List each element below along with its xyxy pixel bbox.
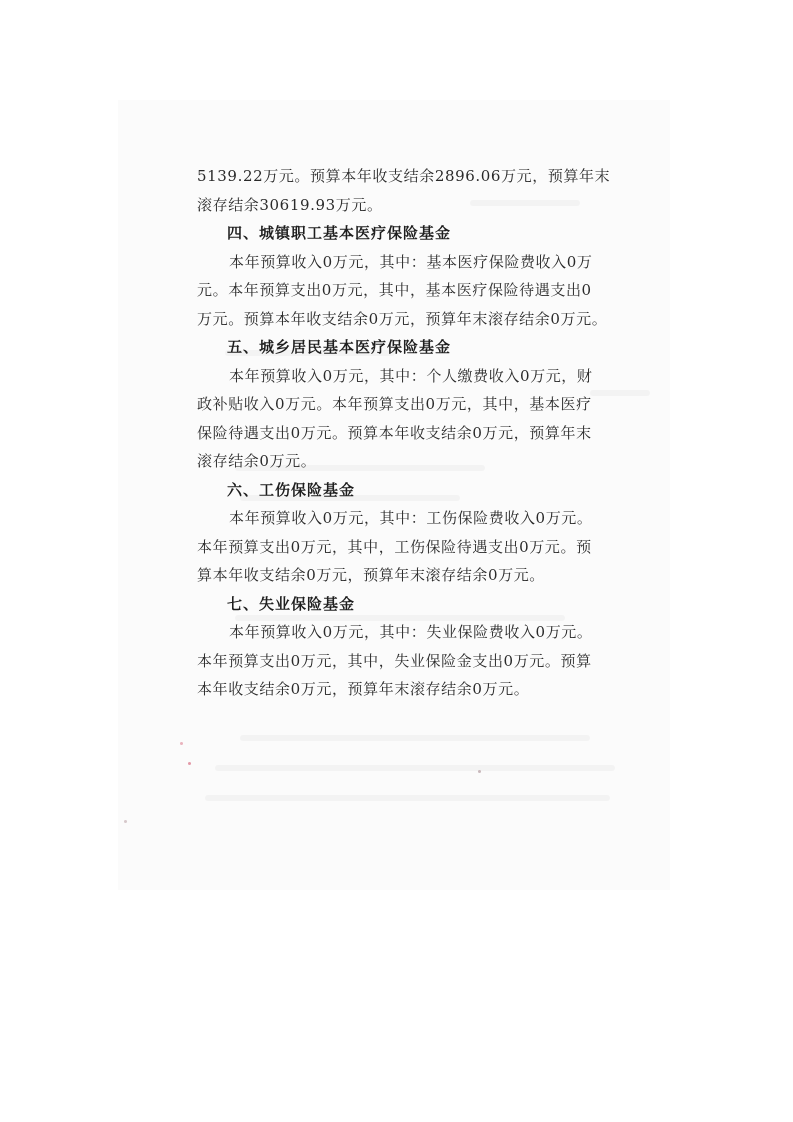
ink-speck — [188, 762, 191, 765]
text-line: 保险待遇支出0万元。预算本年收支结余0万元，预算年末 — [197, 423, 592, 442]
bleed-through-mark — [215, 765, 615, 771]
text-line: 本年预算收入0万元，其中：工伤保险费收入0万元。 — [229, 509, 593, 527]
text-line: 政补贴收入0万元。本年预算支出0万元，其中，基本医疗 — [197, 395, 592, 413]
text-line: 本年预算收入0万元，其中：失业保险费收入0万元。 — [229, 623, 593, 641]
text-line: 算本年收支结余0万元，预算年末滚存结余0万元。 — [197, 566, 545, 584]
bleed-through-mark — [240, 735, 590, 741]
ink-speck — [478, 770, 481, 773]
section-urban-rural-resident-medical-insurance — [197, 333, 612, 476]
text-line: 元。本年预算支出0万元，其中，基本医疗保险待遇支出0 — [197, 281, 592, 299]
section-heading: 六、工伤保险基金 — [227, 480, 356, 499]
section-urban-employee-medical-insurance — [197, 219, 612, 333]
section-heading: 七、失业保险基金 — [227, 594, 356, 613]
text-line: 本年预算支出0万元，其中，失业保险金支出0万元。预算 — [197, 651, 592, 670]
text-line: 本年预算支出0万元，其中，工伤保险待遇支出0万元。预 — [197, 537, 592, 556]
text-line: 本年收支结余0万元，预算年末滚存结余0万元。 — [197, 680, 530, 698]
text-line: 万元。预算本年收支结余0万元，预算年末滚存结余0万元。 — [197, 309, 608, 328]
document-body — [197, 162, 612, 704]
text-line: 本年预算收入0万元，其中：基本医疗保险费收入0万 — [229, 252, 593, 271]
ink-speck — [124, 820, 127, 823]
section-heading: 四、城镇职工基本医疗保险基金 — [227, 224, 452, 242]
section-work-injury-insurance — [197, 476, 612, 590]
section-heading: 五、城乡居民基本医疗保险基金 — [227, 338, 452, 356]
ink-speck — [180, 742, 183, 745]
text-line: 滚存结余30619.93万元。 — [197, 195, 383, 214]
text-line: 滚存结余0万元。 — [197, 452, 317, 470]
text-line: 本年预算收入0万元，其中：个人缴费收入0万元，财 — [229, 366, 593, 385]
bleed-through-mark — [205, 795, 610, 801]
continuation-paragraph — [197, 162, 612, 219]
section-unemployment-insurance — [197, 590, 612, 704]
text-line: 5139.22万元。预算本年收支结余2896.06万元，预算年末 — [197, 167, 611, 185]
